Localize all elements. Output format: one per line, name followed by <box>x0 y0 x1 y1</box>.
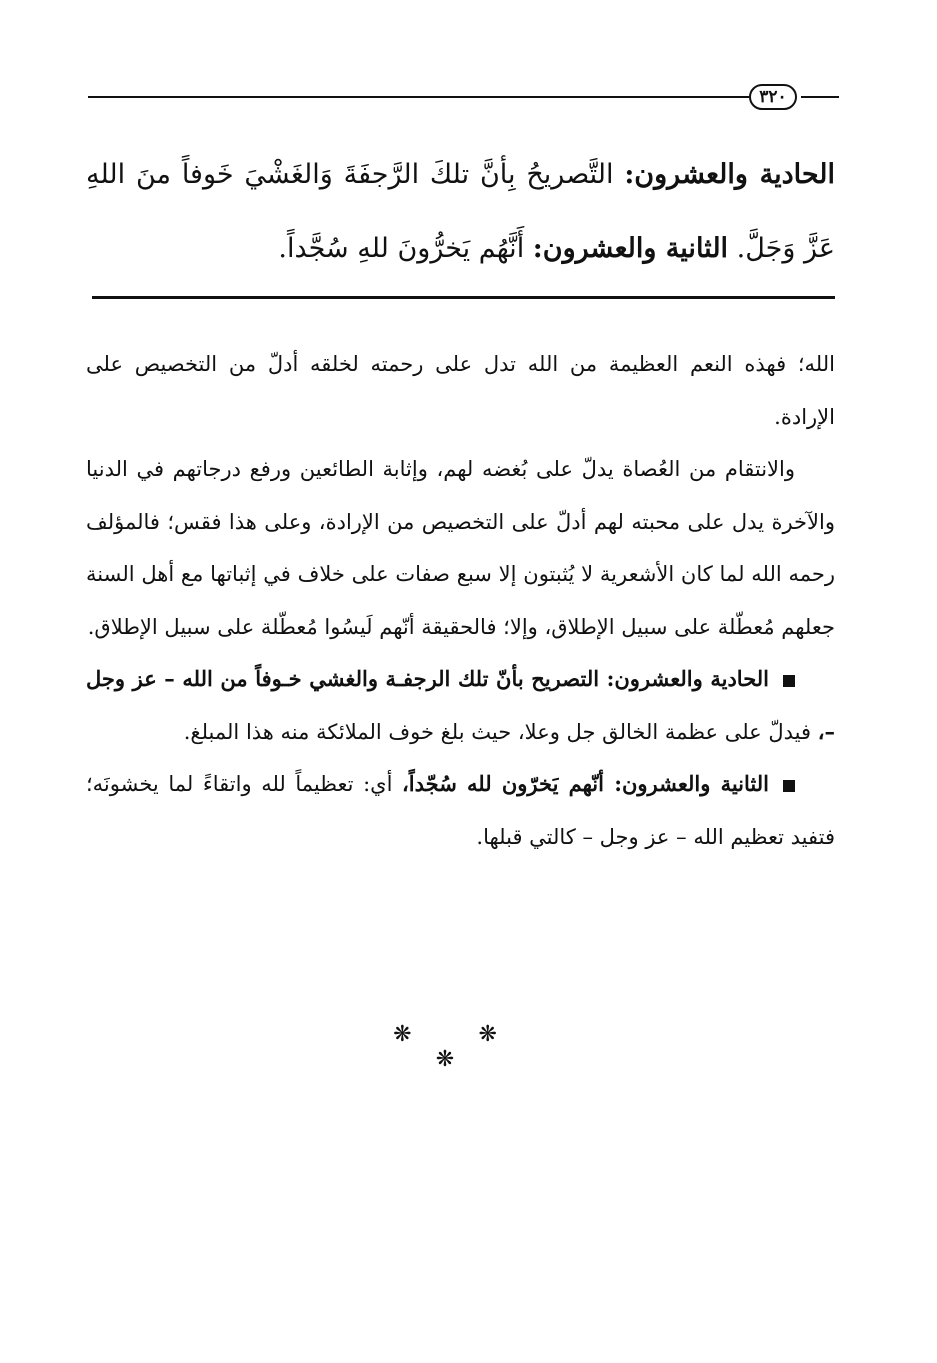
commentary <box>86 338 835 863</box>
section-divider <box>92 296 835 299</box>
commentary-paragraph-2: والانتقام من العُصاة يدلّ على بُغضه لهم، وإثابة الطائعين ورفع درجاتهم في الدنيا والآخرة يدل على محبته لهم أدلّ على التخصيص من الإرادة، وعلى هذا فقس؛ فالمؤلف رحمه الله لما كان الأشعرية لا يُثبتون إلا سبع صفات على خلاف في إثباتها مع أهل السنة جعلهم مُعطّلة على سبيل الإطلاق، وإلا؛ فالحقيقة أنّهم لَيسُوا مُعطّلة على سبيل الإطلاق. <box>86 457 835 639</box>
commentary-bullet-22 <box>86 758 835 863</box>
header-rule-end <box>801 96 839 98</box>
page-number: ٣٢٠ <box>749 84 797 110</box>
section-end-ornament: ❋ ❋ ❋ <box>393 1022 527 1072</box>
bullet-22-heading: الثانية والعشرون: أنّهم يَخرّون لله سُجّداً، <box>402 771 769 796</box>
square-bullet-icon <box>783 780 795 792</box>
matn-item-21-label: الحادية والعشرون: <box>624 159 835 190</box>
matn-text <box>86 138 835 286</box>
commentary-bullet-21 <box>86 653 835 758</box>
bullet-22-text: أي: تعظيماً لله واتقاءً لما يخشونَه؛ فتفيد تعظيم الله – عز وجل – كالتي قبلها. <box>86 772 835 849</box>
header-rule <box>88 96 749 98</box>
matn-item-22-text: أَنَّهُم يَخرُّونَ للهِ سُجَّداً. <box>278 233 525 264</box>
commentary-paragraph-1: الله؛ فهذه النعم العظيمة من الله تدل على رحمته لخلقه أدلّ من التخصيص على الإرادة. <box>86 352 835 429</box>
matn-item-22-label: الثانية والعشرون: <box>532 233 729 264</box>
bullet-21-heading: الحادية والعشرون: التصريح بأنّ تلك الرجفـة والغشي خـوفاً من الله – عز وجل –، <box>86 666 835 744</box>
matn-item-21-text: التَّصريحُ بِأنَّ تلكَ الرَّجفَةَ وَالغَشْيَ خَوفاً منَ اللهِ عَزَّ وَجَلَّ. <box>86 159 835 264</box>
square-bullet-icon <box>783 675 795 687</box>
bullet-21-text: فيدلّ على عظمة الخالق جل وعلا، حيث بلغ خوف الملائكة منه هذا المبلغ. <box>183 719 812 744</box>
page-header <box>88 84 839 110</box>
